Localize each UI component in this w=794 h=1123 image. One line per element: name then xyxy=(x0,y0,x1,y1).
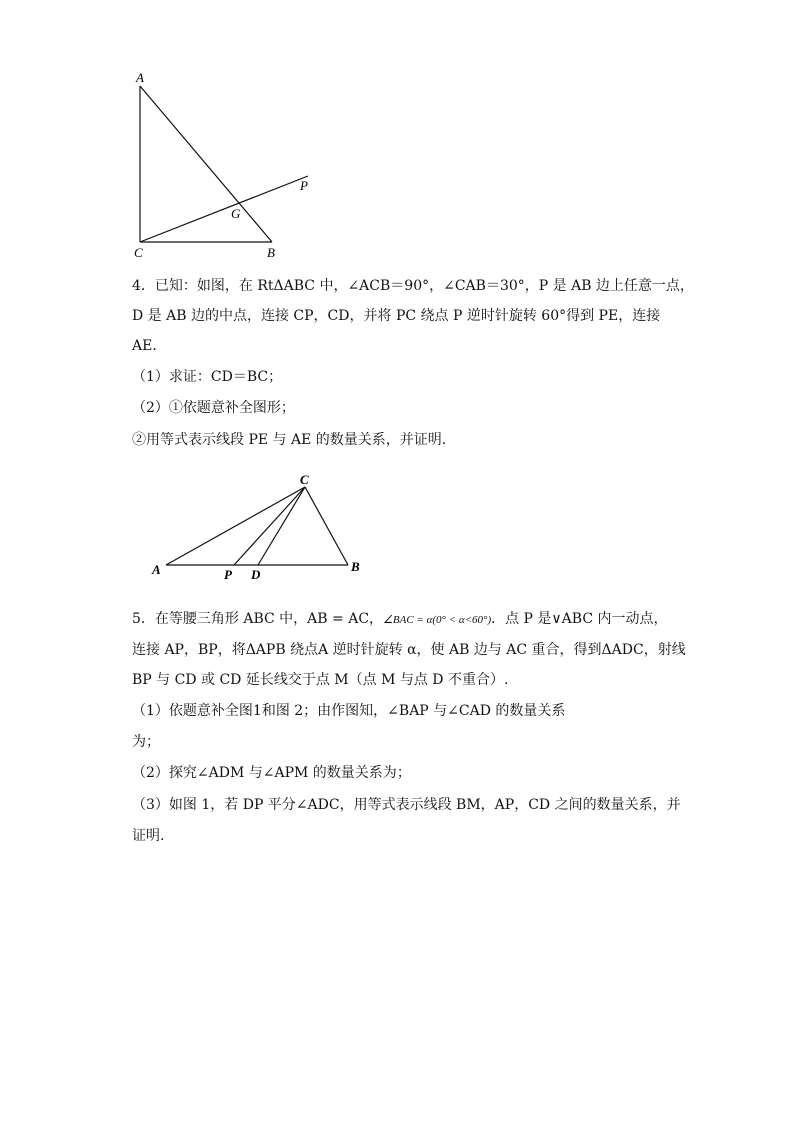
problem5-line2: 连接 AP，BP，将ΔAPB 绕点A 逆时针旋转 α，使 AB 边与 AC 重合，得到ΔADC，射线 xyxy=(132,642,686,658)
segment-cd xyxy=(258,487,305,565)
problem4-line2: D 是 AB 边的中点，连接 CP，CD，并将 PC 绕点 P 逆时针旋转 60°得到 PE，连接 xyxy=(132,308,661,324)
label-a: A xyxy=(152,562,161,577)
problem5-angle-condition: ∠BAC = α(0° < α<60°) xyxy=(383,614,492,626)
problem4-line3: AE． xyxy=(132,338,167,354)
problem5-line1b: ．点 P 是∨ABC 内一动点， xyxy=(491,611,668,627)
problem5-q3: （3）如图 1，若 DP 平分∠ADC，用等式表示线段 BM，AP，CD 之间的数量关系，并 xyxy=(132,797,681,813)
figure-1 xyxy=(128,64,328,264)
problem5-q1c: ； xyxy=(146,734,160,750)
problem4-q2b: ②用等式表示线段 PE 与 AE 的数量关系，并证明． xyxy=(132,432,456,448)
problem5-line3: BP 与 CD 或 CD 延长线交于点 M（点 M 与点 D 不重合）. xyxy=(132,672,509,688)
problem4-q1: （1）求证：CD＝BC； xyxy=(132,369,283,385)
problem4-line1: 4．已知：如图，在 RtΔABC 中，∠ACB＝90°，∠CAB＝30°，P 是 AB 边上任意一点， xyxy=(132,278,694,294)
problem5-q3b: 证明. xyxy=(132,828,165,844)
problem5-q1-answer-line xyxy=(132,732,692,754)
segment-bc xyxy=(305,487,348,565)
problem4-q2: （2）①依题意补全图形； xyxy=(132,400,295,416)
problem5-q1: （1）依题意补全图1和图 2；由作图知，∠BAP 与∠CAD 的数量关系 xyxy=(132,703,566,719)
label-p: P xyxy=(300,178,308,193)
segment-ab xyxy=(140,86,272,242)
label-b: B xyxy=(351,559,360,574)
label-c: C xyxy=(300,472,309,487)
segment-ac xyxy=(166,487,305,565)
problem5-q2b: ； xyxy=(396,765,411,781)
figure-2 xyxy=(148,468,378,584)
label-c: C xyxy=(134,245,143,260)
label-g: G xyxy=(231,206,241,221)
label-d: D xyxy=(251,567,261,582)
label-b: B xyxy=(267,245,275,260)
problem5-q2 xyxy=(132,763,692,785)
problem5-q1b: 为 xyxy=(132,734,146,750)
label-a: A xyxy=(136,70,144,85)
problem5-q2a: （2）探究∠ADM 与∠APM 的数量关系为 xyxy=(132,765,397,781)
segment-cp xyxy=(234,487,305,565)
problem5-line1 xyxy=(132,609,692,630)
label-p: P xyxy=(224,567,232,582)
problem5-line1a: 5．在等腰三角形 ABC 中，AB = AC， xyxy=(132,611,384,627)
